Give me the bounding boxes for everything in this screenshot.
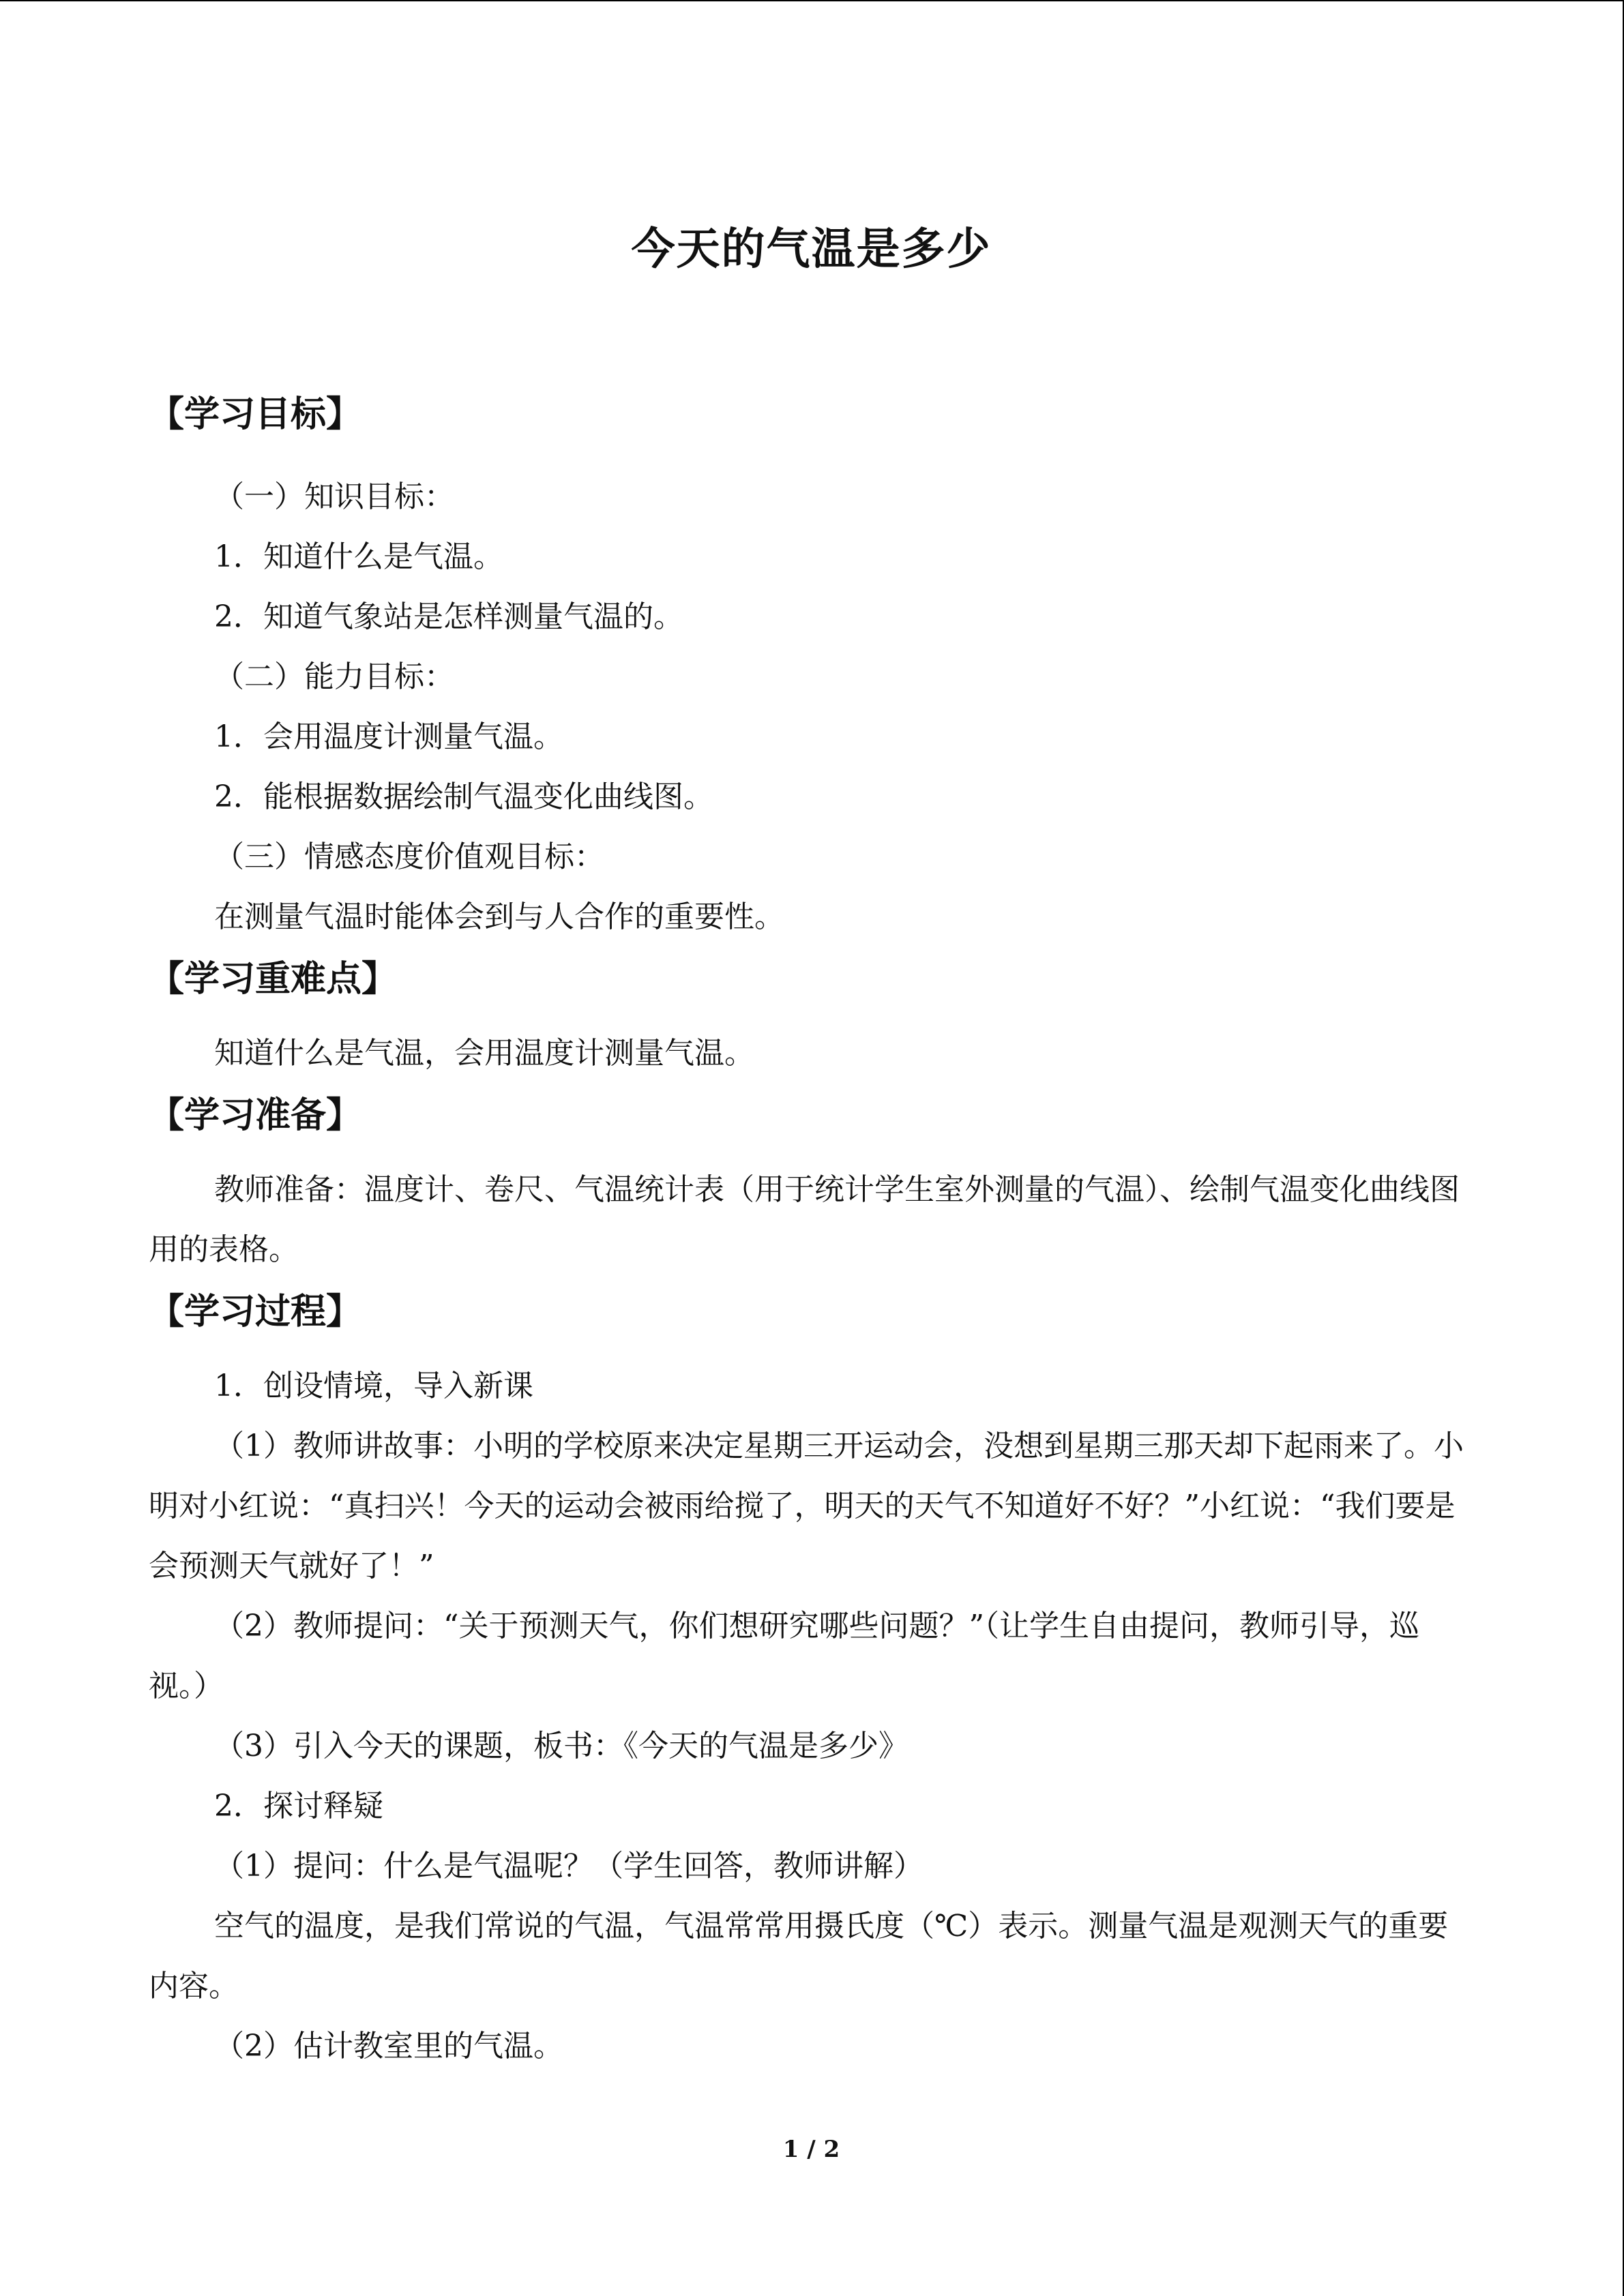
process-item: 2．探讨释疑 xyxy=(214,1789,383,1823)
process-item: 空气的温度，是我们常说的气温，气温常常用摄氏度（℃）表示。测量气温是观测天气的重要内容。 xyxy=(149,1909,1449,2003)
goal-line: （三）情感态度价值观目标： xyxy=(214,839,604,874)
document-body xyxy=(149,387,1475,2076)
page-title: 今天的气温是多少 xyxy=(631,224,992,275)
preparation-paragraph: 教师准备：温度计、卷尺、气温统计表（用于统计学生室外测量的气温）、绘制气温变化曲线图用的表格。 xyxy=(149,1172,1460,1267)
section-heading-process: 【学习过程】 xyxy=(149,1292,362,1332)
goal-line: （一）知识目标： xyxy=(214,479,454,514)
goal-line: （二）能力目标： xyxy=(214,659,454,694)
goal-line: 在测量气温时能体会到与人合作的重要性。 xyxy=(214,899,784,934)
section-heading-preparation: 【学习准备】 xyxy=(149,1095,362,1136)
process-item: （1）教师讲故事：小明的学校原来决定星期三开运动会，没想到星期三那天却下起雨来了。小明对小红说：“真扫兴！今天的运动会被雨给搅了，明天的天气不知道好不好？”小红说：“我们要是会预测天气就好了！” xyxy=(149,1429,1464,1583)
page-number: 1 / 2 xyxy=(782,2136,840,2163)
process-item: （1）提问：什么是气温呢？（学生回答，教师讲解） xyxy=(214,1849,924,1883)
section-heading-goals: 【学习目标】 xyxy=(149,394,362,435)
goal-line: 2．知道气象站是怎样测量气温的。 xyxy=(214,599,683,634)
goal-line: 1．会用温度计测量气温。 xyxy=(214,719,563,754)
section-heading-keypoints: 【学习重难点】 xyxy=(149,959,398,1000)
goal-line: 2．能根据数据绘制气温变化曲线图。 xyxy=(214,779,713,814)
process-item: 1．创设情境，导入新课 xyxy=(214,1369,533,1403)
process-item: （3）引入今天的课题，板书：《今天的气温是多少》 xyxy=(214,1729,909,1763)
goal-line: 1．知道什么是气温。 xyxy=(214,539,503,574)
process-item: （2）估计教室里的气温。 xyxy=(214,2029,563,2063)
process-item: （2）教师提问：“关于预测天气，你们想研究哪些问题？”（让学生自由提问，教师引导，巡视。） xyxy=(149,1609,1419,1703)
keypoint-line: 知道什么是气温，会用温度计测量气温。 xyxy=(214,1036,754,1071)
